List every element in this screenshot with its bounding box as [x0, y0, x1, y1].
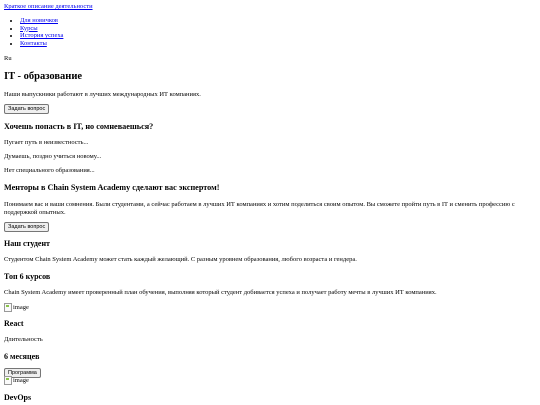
- hero-title: IT - образование: [4, 71, 83, 82]
- nav-item-success-stories[interactable]: [20, 32, 63, 40]
- doubt-item: Нет специального образования...: [4, 167, 95, 174]
- nav-link-courses[interactable]: Курсы: [20, 24, 38, 32]
- mentors-title: Менторы в Chain System Academy сделают вас экспертом!: [4, 183, 220, 192]
- student-title: Наш студент: [4, 239, 50, 248]
- ask-question-button[interactable]: Задать вопрос: [4, 104, 49, 114]
- course-image-alt: image: [13, 376, 29, 384]
- nav-link-success-stories[interactable]: История успеха: [20, 32, 64, 39]
- nav-item-contacts[interactable]: [20, 40, 63, 48]
- course-image-devops: [4, 376, 29, 385]
- course-name-devops: DevOps: [4, 393, 32, 402]
- course-image-react: [4, 303, 29, 312]
- program-button[interactable]: Программа: [4, 368, 41, 378]
- mentors-text: Понимаем вас и ваши сомнения. Были студентами, а сейчас работаем в лучших ИТ компаниях и хотим поделиться своим опытом. Вы сможете пройти путь в IT и сменить профессию с поддержкой опытных.: [4, 201, 515, 216]
- courses-title: Топ 6 курсов: [4, 272, 51, 281]
- language-label[interactable]: Ru: [4, 55, 12, 62]
- nav-link-beginners[interactable]: Для новичков: [20, 17, 58, 24]
- course-duration-value: 6 месяцев: [4, 352, 40, 361]
- student-text: Студентом Chain System Academy может стать каждый желающий. С разным уровнем образования, любого возраста и гендера.: [4, 256, 357, 263]
- ask-question-button-2[interactable]: Задать вопрос: [4, 222, 49, 232]
- nav-item-beginners[interactable]: [20, 17, 63, 25]
- broken-image-icon: [4, 303, 12, 312]
- broken-image-icon: [4, 376, 12, 385]
- doubt-item: Пугает путь в неизвестность...: [4, 139, 89, 146]
- main-nav: [4, 17, 63, 47]
- doubts-title: Хочешь попасть в IT, но сомневаешься?: [4, 122, 154, 131]
- nav-link-contacts[interactable]: Контакты: [20, 39, 47, 47]
- nav-item-courses[interactable]: [20, 25, 63, 33]
- course-name-react: React: [4, 319, 24, 328]
- doubt-item: Думаешь, поздно учиться новому...: [4, 153, 102, 160]
- brand-link[interactable]: Краткое описание деятельности: [4, 3, 93, 10]
- course-duration-label: Длительность: [4, 336, 43, 343]
- courses-text: Chain System Academy имеет проверенный план обучения, выполняя который студент добивается успеха и получает работу мечты в лучших ИТ компаниях.: [4, 289, 437, 296]
- hero-text: Наши выпускники работают в лучших международных ИТ компаниях.: [4, 91, 201, 98]
- course-image-alt: image: [13, 303, 29, 311]
